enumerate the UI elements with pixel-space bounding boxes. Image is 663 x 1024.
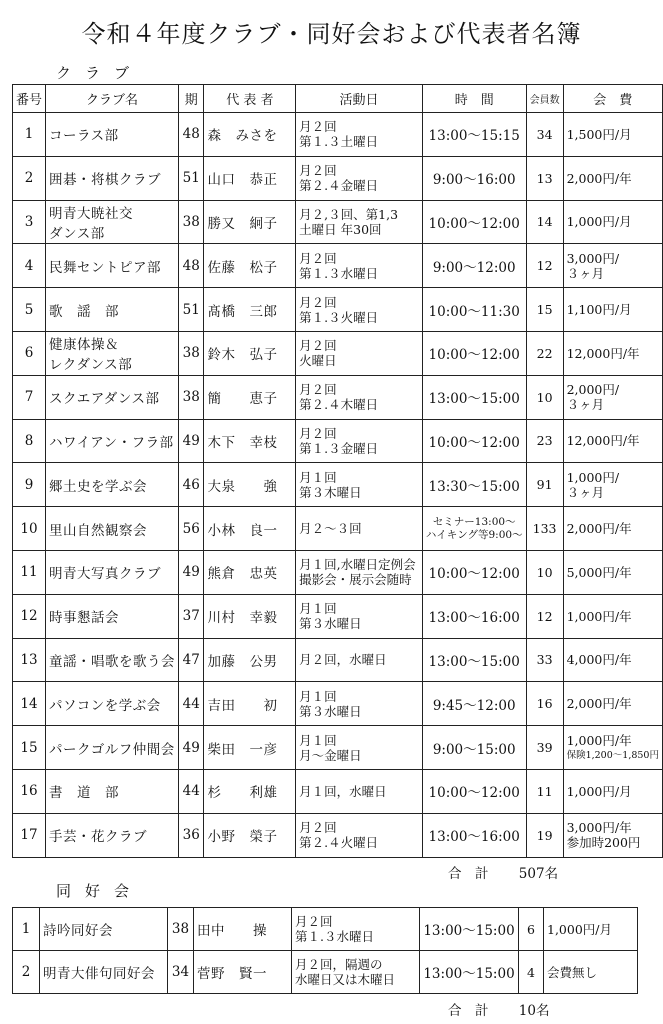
time: 10:00～12:00 <box>428 785 520 802</box>
member-count: 4 <box>519 951 544 994</box>
club-name: パソコンを学ぶ会 <box>49 697 161 714</box>
club-name: 手芸・花クラブ <box>49 829 148 846</box>
time: 13:00～15:15 <box>428 128 520 145</box>
activity-day-line1: 月２回 <box>299 820 337 836</box>
activity-day-line2: 第２.４火曜日 <box>299 835 379 851</box>
time-cell <box>422 638 526 682</box>
fee: 5,000円/年 <box>566 564 632 580</box>
fee-cell <box>563 682 662 726</box>
fee-cell <box>563 813 662 857</box>
table-row <box>13 375 663 419</box>
row-number: 2 <box>13 951 40 994</box>
clubs-total <box>448 862 558 882</box>
term: 36 <box>179 813 204 857</box>
club-name: ハワイアン・フラ部 <box>49 434 174 451</box>
time-cell <box>422 113 526 157</box>
page-title: 令和４年度クラブ・同好会および代表者名簿 <box>81 20 582 48</box>
time-cell <box>420 951 519 994</box>
table-row <box>13 113 663 157</box>
header-representative: 代 表 者 <box>204 85 296 113</box>
time-cell <box>422 156 526 200</box>
term: 48 <box>179 244 204 288</box>
groups-section-label: 同好会 <box>56 882 144 900</box>
fee-cell <box>563 375 662 419</box>
fee: 1,500円/月 <box>566 126 632 142</box>
groups-total-label: 合 計 <box>448 1003 489 1019</box>
term: 49 <box>179 726 204 770</box>
activity-day-line1: 月２,３回、第1,3 <box>299 206 399 222</box>
row-number: 17 <box>13 813 46 857</box>
representative: 大泉 強 <box>204 463 296 507</box>
club-name-cell <box>46 507 179 551</box>
clubs-section-label: クラブ <box>56 64 144 82</box>
term: 38 <box>179 375 204 419</box>
club-name-cell <box>46 331 179 375</box>
activity-day-line2: 第３水曜日 <box>299 703 362 719</box>
representative: 熊倉 忠英 <box>204 550 296 594</box>
club-name-cell <box>46 288 179 332</box>
activity-day-cell <box>296 419 423 463</box>
club-name: コーラス部 <box>49 128 119 145</box>
fee: 会費無し <box>547 964 598 980</box>
club-name: スクエアダンス部 <box>49 391 160 408</box>
time: 10:00～11:30 <box>428 303 520 320</box>
representative: 森 みさを <box>204 113 296 157</box>
fee-cell <box>544 951 638 994</box>
club-name: 明青大暁社交 <box>49 205 134 222</box>
term: 38 <box>168 908 194 951</box>
groups-table <box>12 907 638 994</box>
member-count: 22 <box>526 331 563 375</box>
row-number: 1 <box>13 908 40 951</box>
activity-day-cell <box>296 244 423 288</box>
fee: 1,000円/年 <box>566 732 632 748</box>
time: 9:00～15:00 <box>432 741 516 758</box>
time: 13:00～16:00 <box>428 829 520 846</box>
time-cell <box>420 908 519 951</box>
member-count: 39 <box>526 726 563 770</box>
row-number: 14 <box>13 682 46 726</box>
fee-cell <box>563 419 662 463</box>
representative: 菅野 賢一 <box>194 951 292 994</box>
table-row <box>13 682 663 726</box>
club-name: 郷土史を学ぶ会 <box>49 478 148 495</box>
header-members: 会員数 <box>526 85 563 113</box>
club-name: 歌 謡 部 <box>49 303 120 320</box>
activity-day-line1: 月２回 <box>299 119 337 135</box>
club-name: 童謡・唱歌を歌う会 <box>49 653 176 670</box>
fee-line2: ３ヶ月 <box>566 265 605 281</box>
row-number: 15 <box>13 726 46 770</box>
fee: 3,000円/ <box>566 250 620 266</box>
club-name-cell <box>46 682 179 726</box>
representative: 加藤 公男 <box>204 638 296 682</box>
clubs-total-label: 合 計 <box>448 866 489 882</box>
row-number: 1 <box>13 113 46 157</box>
row-number: 11 <box>13 550 46 594</box>
club-name-cell <box>40 908 168 951</box>
fee-cell <box>563 288 662 332</box>
fee-line2: 保険1,200～1,850円 <box>566 749 659 761</box>
groups-total-value: 10名 <box>518 1003 550 1019</box>
time-cell <box>422 200 526 244</box>
time-cell <box>422 813 526 857</box>
activity-day-line1: 月２回 <box>299 294 337 310</box>
representative: 佐藤 松子 <box>204 244 296 288</box>
header-term: 期 <box>179 85 204 113</box>
activity-day-cell <box>296 463 423 507</box>
member-count: 12 <box>526 244 563 288</box>
term: 38 <box>179 331 204 375</box>
table-row <box>13 244 663 288</box>
club-name-cell <box>46 638 179 682</box>
activity-day-line2: 水曜日又は木曜日 <box>295 972 396 987</box>
activity-day-cell <box>296 507 423 551</box>
time: セミナー13:00～ <box>432 515 516 528</box>
clubs-table <box>12 84 663 858</box>
activity-day-cell <box>296 769 423 813</box>
activity-day-line1: 月２回 <box>299 425 337 441</box>
club-name-cell <box>46 594 179 638</box>
term: 44 <box>179 682 204 726</box>
term: 38 <box>179 200 204 244</box>
term: 51 <box>179 288 204 332</box>
fee: 1,000円/月 <box>566 783 632 799</box>
activity-day-cell <box>296 331 423 375</box>
fee-cell <box>563 244 662 288</box>
fee-cell <box>563 113 662 157</box>
time: 10:00～12:00 <box>428 566 520 583</box>
fee-cell <box>563 550 662 594</box>
club-name-cell <box>46 419 179 463</box>
fee-cell <box>563 331 662 375</box>
time-cell <box>422 769 526 813</box>
fee: 1,000円/ <box>566 469 620 485</box>
fee: 1,000円/年 <box>566 608 632 624</box>
time-cell <box>422 682 526 726</box>
fee-line2: 参加時200円 <box>566 835 641 851</box>
clubs-total-value: 507名 <box>518 866 559 882</box>
activity-day-line1: 月２回 <box>295 914 333 929</box>
table-row <box>13 200 663 244</box>
table-row <box>13 507 663 551</box>
activity-day-line1: 月２回 <box>299 250 337 266</box>
header-club-name: クラブ名 <box>46 85 179 113</box>
member-count: 133 <box>526 507 563 551</box>
row-number: 2 <box>13 156 46 200</box>
activity-day-line1: 月１回 <box>299 688 337 704</box>
member-count: 11 <box>526 769 563 813</box>
term: 56 <box>179 507 204 551</box>
fee-line2: ３ヶ月 <box>566 397 605 413</box>
representative: 小林 良一 <box>204 507 296 551</box>
time-cell <box>422 331 526 375</box>
representative: 川村 幸毅 <box>204 594 296 638</box>
table-row <box>13 726 663 770</box>
term: 46 <box>179 463 204 507</box>
row-number: 8 <box>13 419 46 463</box>
club-name-cell <box>46 463 179 507</box>
table-row <box>13 550 663 594</box>
activity-day-line1: 月１回 <box>299 601 337 617</box>
time-cell <box>422 594 526 638</box>
row-number: 10 <box>13 507 46 551</box>
activity-day-cell <box>296 550 423 594</box>
table-header-row <box>13 85 663 113</box>
activity-day-line2: 第３木曜日 <box>299 484 362 500</box>
activity-day-cell <box>296 638 423 682</box>
club-name: 民舞セントピア部 <box>49 259 162 276</box>
fee: 1,000円/月 <box>547 921 612 937</box>
club-name-cell <box>46 200 179 244</box>
fee-cell <box>563 156 662 200</box>
representative: 鈴木 弘子 <box>204 331 296 375</box>
activity-day-line2: 月～金曜日 <box>299 747 362 763</box>
activity-day-line1: 月１回 <box>299 469 337 485</box>
representative: 勝又 絅子 <box>204 200 296 244</box>
representative: 木下 幸枝 <box>204 419 296 463</box>
member-count: 15 <box>526 288 563 332</box>
member-count: 91 <box>526 463 563 507</box>
activity-day-cell <box>296 594 423 638</box>
row-number: 13 <box>13 638 46 682</box>
fee-cell <box>563 507 662 551</box>
row-number: 9 <box>13 463 46 507</box>
fee-cell <box>563 638 662 682</box>
header-time: 時 間 <box>422 85 526 113</box>
activity-day-line2: 第１.３土曜日 <box>299 134 379 150</box>
activity-day-cell <box>292 951 420 994</box>
time: 9:00～16:00 <box>432 172 516 189</box>
club-name-cell <box>46 375 179 419</box>
row-number: 12 <box>13 594 46 638</box>
time: 10:00～12:00 <box>428 347 520 364</box>
term: 37 <box>179 594 204 638</box>
activity-day-cell <box>296 726 423 770</box>
activity-day-line1: 月２回 <box>299 163 337 179</box>
fee: 1,000円/月 <box>566 214 632 230</box>
fee-cell <box>563 463 662 507</box>
term: 48 <box>179 113 204 157</box>
fee: 4,000円/年 <box>566 652 632 668</box>
time-cell <box>422 463 526 507</box>
table-row <box>13 638 663 682</box>
fee: 2,000円/年 <box>566 696 632 712</box>
activity-day-cell <box>296 682 423 726</box>
member-count: 13 <box>526 156 563 200</box>
activity-day-line1: 月２回，隔週の <box>295 957 383 972</box>
member-count: 6 <box>519 908 544 951</box>
activity-day-line1: 月１回 <box>299 732 337 748</box>
member-count: 33 <box>526 638 563 682</box>
row-number: 5 <box>13 288 46 332</box>
activity-day-line2: 第２.４金曜日 <box>299 178 379 194</box>
row-number: 6 <box>13 331 46 375</box>
time: 13:00～15:00 <box>423 966 515 982</box>
row-number: 7 <box>13 375 46 419</box>
activity-day-line1: 月２回 <box>299 382 337 398</box>
activity-day-cell <box>296 113 423 157</box>
club-name: 明青大俳句同好会 <box>43 966 155 982</box>
activity-day-line1: 月１回,水曜日定例会 <box>299 557 416 573</box>
fee: 1,100円/月 <box>566 302 632 318</box>
representative: 吉田 初 <box>204 682 296 726</box>
member-count: 12 <box>526 594 563 638</box>
activity-day-line2: 第１.３水曜日 <box>295 929 374 944</box>
row-number: 16 <box>13 769 46 813</box>
fee-cell <box>563 726 662 770</box>
fee-cell <box>563 594 662 638</box>
activity-day-line2: 第１.３火曜日 <box>299 309 379 325</box>
time: 9:45～12:00 <box>432 697 516 714</box>
club-name: 詩吟同好会 <box>43 923 113 939</box>
club-name: 時事懇話会 <box>49 610 120 627</box>
term: 47 <box>179 638 204 682</box>
activity-day-line1: 月２回 <box>299 338 337 354</box>
activity-day-line2: 撮影会・展示会随時 <box>299 572 412 588</box>
table-row <box>13 594 663 638</box>
activity-day-line2: 第２.４木曜日 <box>299 397 379 413</box>
club-name-cell <box>46 156 179 200</box>
term: 34 <box>168 951 194 994</box>
representative: 柴田 一彦 <box>204 726 296 770</box>
time-cell <box>422 375 526 419</box>
member-count: 10 <box>526 375 563 419</box>
groups-total <box>448 999 549 1019</box>
club-name: 健康体操＆ <box>49 337 120 354</box>
club-name: 明青大写真クラブ <box>49 566 162 583</box>
representative: 杉 利雄 <box>204 769 296 813</box>
activity-day-cell <box>296 375 423 419</box>
activity-day-line2: 土曜日 年30回 <box>299 221 382 237</box>
club-name-line2: レクダンス部 <box>49 357 133 374</box>
club-name-cell <box>46 244 179 288</box>
fee-cell <box>563 769 662 813</box>
activity-day-line1: 月２～３回 <box>299 521 362 537</box>
time: 13:30～15:00 <box>428 478 520 495</box>
club-name-cell <box>46 769 179 813</box>
time: 13:00～16:00 <box>428 610 520 627</box>
activity-day-cell <box>296 156 423 200</box>
club-name-cell <box>46 113 179 157</box>
table-row <box>13 419 663 463</box>
time-cell <box>422 550 526 594</box>
fee-line2: ３ヶ月 <box>566 484 605 500</box>
club-name: 里山自然観察会 <box>49 522 148 539</box>
activity-day-line1: 月１回，水曜日 <box>299 783 387 799</box>
member-count: 16 <box>526 682 563 726</box>
fee: 3,000円/年 <box>566 820 632 836</box>
table-row <box>13 951 638 994</box>
activity-day-cell <box>292 908 420 951</box>
row-number: 4 <box>13 244 46 288</box>
table-row <box>13 331 663 375</box>
time-cell <box>422 288 526 332</box>
fee-cell <box>544 908 638 951</box>
table-row <box>13 156 663 200</box>
representative: 山口 恭正 <box>204 156 296 200</box>
member-count: 14 <box>526 200 563 244</box>
representative: 田中 操 <box>194 908 292 951</box>
representative: 小野 榮子 <box>204 813 296 857</box>
time-line2: ハイキング等9:00～ <box>425 528 523 541</box>
row-number: 3 <box>13 200 46 244</box>
table-row <box>13 288 663 332</box>
activity-day-cell <box>296 813 423 857</box>
time-cell <box>422 419 526 463</box>
activity-day-line2: 第１.３金曜日 <box>299 440 379 456</box>
activity-day-line2: 火曜日 <box>299 353 337 369</box>
term: 49 <box>179 550 204 594</box>
table-row <box>13 908 638 951</box>
time: 13:00～15:00 <box>423 923 515 939</box>
representative: 髙橋 三郎 <box>204 288 296 332</box>
fee: 2,000円/年 <box>566 170 632 186</box>
time: 9:00～12:00 <box>432 259 516 276</box>
representative: 簡 恵子 <box>204 375 296 419</box>
activity-day-cell <box>296 288 423 332</box>
club-name-line2: ダンス部 <box>49 225 105 242</box>
fee-cell <box>563 200 662 244</box>
club-name-cell <box>40 951 168 994</box>
time: 13:00～15:00 <box>428 391 520 408</box>
time-cell <box>422 726 526 770</box>
header-fee: 会 費 <box>563 85 662 113</box>
activity-day-line1: 月２回，水曜日 <box>299 652 387 668</box>
fee: 12,000円/年 <box>566 345 640 361</box>
club-name-cell <box>46 550 179 594</box>
member-count: 10 <box>526 550 563 594</box>
member-count: 23 <box>526 419 563 463</box>
club-name: 囲碁・将棋クラブ <box>49 172 162 189</box>
term: 44 <box>179 769 204 813</box>
table-row <box>13 813 663 857</box>
time-cell <box>422 244 526 288</box>
header-no: 番号 <box>13 85 46 113</box>
member-count: 34 <box>526 113 563 157</box>
club-name: パークゴルフ仲間会 <box>49 741 175 758</box>
club-name-cell <box>46 726 179 770</box>
club-name-cell <box>46 813 179 857</box>
fee: 2,000円/ <box>566 382 620 398</box>
term: 51 <box>179 156 204 200</box>
activity-day-line2: 第１.３水曜日 <box>299 265 379 281</box>
time-cell <box>422 507 526 551</box>
time: 10:00～12:00 <box>428 215 520 232</box>
time: 10:00～12:00 <box>428 434 520 451</box>
club-name: 書 道 部 <box>49 785 120 802</box>
member-count: 19 <box>526 813 563 857</box>
fee: 2,000円/年 <box>566 521 632 537</box>
fee: 12,000円/年 <box>566 433 640 449</box>
activity-day-line2: 第３水曜日 <box>299 616 362 632</box>
table-row <box>13 769 663 813</box>
header-activity-day: 活動日 <box>296 85 423 113</box>
table-row <box>13 463 663 507</box>
activity-day-cell <box>296 200 423 244</box>
term: 49 <box>179 419 204 463</box>
time: 13:00～15:00 <box>428 653 520 670</box>
